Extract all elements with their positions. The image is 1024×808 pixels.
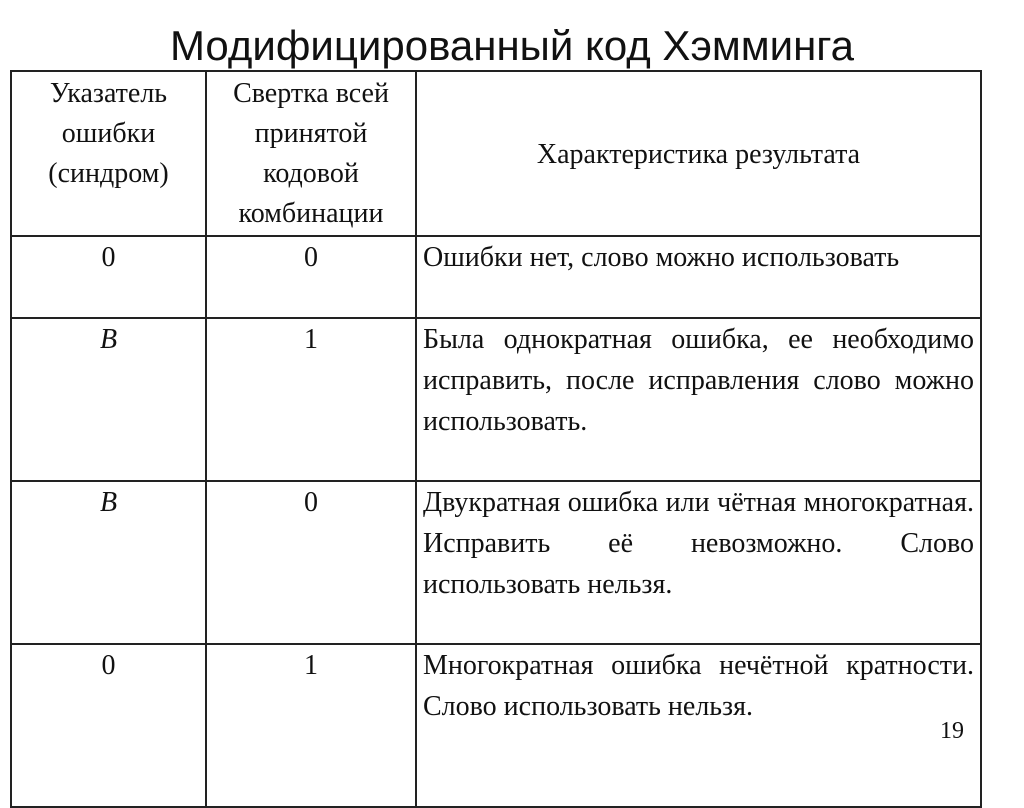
cell-parity: 0: [206, 236, 416, 318]
cell-result: Была однократная ошибка, ее необходимо исправить, после исправления слово можно использовать.: [416, 318, 981, 481]
cell-syndrome: B: [11, 318, 206, 481]
cell-result: Двукратная ошибка или чётная многократная. Исправить её невозможно. Слово использовать нельзя.: [416, 481, 981, 644]
header-parity: Свертка всей принятой кодовой комбинации: [206, 71, 416, 236]
cell-parity: 0: [206, 481, 416, 644]
header-result: Характеристика результата: [416, 71, 981, 236]
table-row: [11, 318, 981, 481]
cell-syndrome: 0: [11, 236, 206, 318]
hamming-table: [10, 70, 982, 808]
table-header-row: [11, 71, 981, 236]
cell-parity: 1: [206, 318, 416, 481]
table-row: [11, 644, 981, 807]
table-row: [11, 236, 981, 318]
cell-result: Ошибки нет, слово можно использовать: [416, 236, 981, 318]
cell-syndrome: B: [11, 481, 206, 644]
cell-result: Многократная ошибка нечётной кратности. Слово использовать нельзя.: [416, 644, 981, 807]
table-row: [11, 481, 981, 644]
cell-parity: 1: [206, 644, 416, 807]
header-syndrome: Указатель ошибки (синдром): [11, 71, 206, 236]
page-number: 19: [940, 718, 964, 744]
slide-title: Модифицированный код Хэмминга: [169, 22, 855, 69]
cell-syndrome: 0: [11, 644, 206, 807]
